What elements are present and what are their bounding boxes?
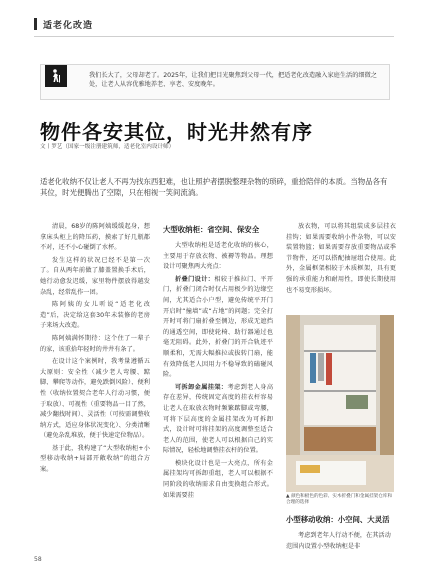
section-header: [34, 16, 130, 32]
subheading: 大型收纳柜：省空间、保安全: [163, 225, 260, 234]
body-column-3-lower: [286, 512, 396, 552]
wardrobe-illustration: [286, 315, 394, 492]
paragraph: 陈阿姨满怀期待：这个住了一辈子的家，该重拾年轻时的井井有条了。: [40, 334, 150, 353]
paragraph: 发生这样的状况已经不是第一次了。自从两年前做了膝盖置换手术后，她行动愈发迟缓，家里物件摆放得越发杂乱，经常乱作一团。: [40, 256, 150, 296]
subheading: 小型移动收纳：小空间、大灵活: [286, 515, 390, 524]
paragraph: 陈阿姨的女儿听说“适老化改造”后，决定给这套30年未装修的老房子来场大改造。: [40, 301, 150, 330]
paragraph: 考虑到老年人行动不便，在其活动范围内设置小型收纳柜是非: [286, 532, 391, 550]
top-divider: [34, 36, 394, 37]
paragraph: 基于此，我构建了“大型收纳柜+小型移动收纳+局部开敞收纳”的组合方案。: [40, 444, 150, 474]
paragraph: [163, 383, 273, 457]
paragraph-label: 折叠门设计：: [175, 275, 215, 283]
wardrobe-photo: [286, 315, 394, 492]
article-headline: 物件各安其位，时光井然有序: [40, 120, 313, 144]
paragraph-text: 相较于推拉门、平开门，折叠门闭合时仅占用极少的边缘空间，尤其适合小户型，避免传统平开门开启时“撞墙”或“占地”的问题；完全打开时可将门扇折叠至侧边，形成无遮挡的通透空间，即使轮椅、助行器通过也毫无阻碍。此外，折叠门的开合轨迹平顺柔和，无需大幅推拉或拔转门扇，能有效降低老人因用力不稳导致的磕碰风险。: [163, 275, 274, 379]
paragraph: 在设计这个案例时，我考量遵循五大原则：安全性（减少老人弯腰、踮脚、攀爬等动作，避免跌倒风险）、便利性（收纳位置契合老年人行动习惯，便于取放）、可视性（重要物品一目了然，减少翻找时间）、灵活性（可按需调整收纳方式，适应身体状况变化）、分类清晰（避免杂乱堆放，便于快速定位物品）。: [40, 358, 150, 440]
section-marker: [34, 18, 37, 30]
intro-text: 我们长大了，父母却老了。2025年，让我们把目光聚焦到父母一代，把适老化改造融入家庭生活的细微之处，让老人从容优雅地养老、享老、安度晚年。: [89, 72, 377, 88]
section-label: 适老化改造: [43, 20, 94, 31]
elderly-person-icon: [45, 65, 67, 87]
body-column-1: [40, 222, 150, 478]
body-column-2: [163, 222, 273, 503]
page-number: 58: [34, 556, 42, 563]
paragraph: 模块化设计也是一大亮点，所有金属挂架均可拆卸重组，老人可以根据不同阶段的收纳需求自由变换组合形式。如果需要挂: [163, 459, 273, 499]
paragraph: 清晨，68岁的陈阿姨缓缓起身，想拿床头柜上的降压药，摸索了好几瓶都不对，还不小心碰倒了水杯。: [40, 223, 150, 252]
photo-caption: ▲ 颜色和板色的色彩、实木折叠门和金属挂架仓库和合理的选择: [286, 494, 393, 506]
article-lead: 适老化收纳不仅让老人不再为找东西犯难，也让照护者摆脱整理杂物的琐碎，重拾陪伴的本质。当物品各有其位，时光便腾出了空隙，只在相视一笑间流淌。: [40, 177, 388, 197]
paragraph: [163, 275, 273, 381]
paragraph: 放衣物，可以将其组装成多层挂衣挂钩；如果需要收纳小件杂物，可以安装置物篮；如果需要存放重要物品或季节物件，还可以搭配抽屉组合使用。此外，金属框架相较于木质框架，具有更强的承重能力和耐用性，即使长期使用也不易变形损坏。: [286, 223, 396, 294]
article-byline: 文丨罗艺（国家一级注册建筑师，适老化室内设计师）: [40, 144, 175, 150]
paragraph-label: 可拆卸金属挂架：: [175, 383, 228, 391]
paragraph: 大型收纳柜是适老化收纳的核心，主要用于存放衣物、被褥等物品。理想设计可聚焦两大亮点：: [163, 242, 273, 271]
intro-box: [40, 64, 390, 100]
body-column-3: [286, 222, 396, 298]
paragraph-text: 考虑到老人身高存在差异，传统固定高度的挂衣杆容易让老人在取放衣物时频繁踮脚或弯腰，可将下层高度的金属挂架改为可拆卸式，设计时可将挂架的高度调整至适合老人的范围，使老人可以根据自己的实际情况，轻松地调整挂衣杆的位置。: [163, 383, 274, 455]
